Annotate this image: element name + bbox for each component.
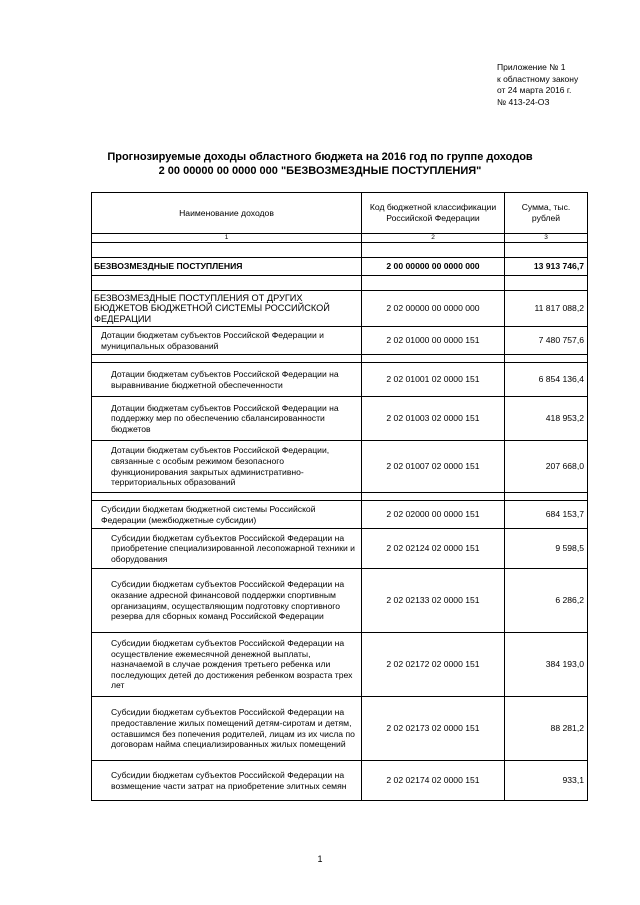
table-row xyxy=(92,397,588,441)
row-name: Субсидии бюджетам субъектов Российской Федерации на приобретение специализированной лесопожарной техники и оборудования xyxy=(92,529,362,569)
column-number: 2 xyxy=(362,234,505,243)
row-name: Дотации бюджетам субъектов Российской Федерации, связанные с особым режимом безопасного функционирования закрытых административно-территориальных образований xyxy=(92,441,362,493)
row-code: 2 02 02124 02 0000 151 xyxy=(362,529,505,569)
column-number: 1 xyxy=(92,234,362,243)
row-name: Субсидии бюджетам бюджетной системы Российской Федерации (межбюджетные субсидии) xyxy=(92,501,362,529)
appendix-note xyxy=(497,62,578,108)
row-code: 2 02 02172 02 0000 151 xyxy=(362,633,505,697)
row-code: 2 02 01001 02 0000 151 xyxy=(362,363,505,397)
table-row xyxy=(92,529,588,569)
row-sum: 933,1 xyxy=(505,761,588,801)
table-row xyxy=(92,501,588,529)
spacer-row xyxy=(92,243,588,258)
row-sum: 11 817 088,2 xyxy=(505,291,588,327)
row-name: Субсидии бюджетам субъектов Российской Федерации на осуществление ежемесячной денежной выплаты, назначаемой в случае рождения третьего ребенка или последующих детей до достижения ребенком возраста трех лет xyxy=(92,633,362,697)
column-number: 3 xyxy=(505,234,588,243)
row-code: 2 02 02133 02 0000 151 xyxy=(362,569,505,633)
table-row xyxy=(92,441,588,493)
row-sum: 6 854 136,4 xyxy=(505,363,588,397)
row-code: 2 02 02000 00 0000 151 xyxy=(362,501,505,529)
revenue-table xyxy=(91,192,588,801)
page-title xyxy=(60,150,580,178)
row-code: 2 02 02173 02 0000 151 xyxy=(362,697,505,761)
row-code: 2 02 01003 02 0000 151 xyxy=(362,397,505,441)
row-name: Дотации бюджетам субъектов Российской Федерации и муниципальных образований xyxy=(92,327,362,355)
row-code: 2 02 01000 00 0000 151 xyxy=(362,327,505,355)
row-name: Дотации бюджетам субъектов Российской Федерации на выравнивание бюджетной обеспеченности xyxy=(92,363,362,397)
appendix-line: от 24 марта 2016 г. xyxy=(497,85,572,95)
table-row xyxy=(92,363,588,397)
spacer-row xyxy=(92,493,588,501)
row-sum: 384 193,0 xyxy=(505,633,588,697)
row-sum: 13 913 746,7 xyxy=(505,258,588,276)
row-name: БЕЗВОЗМЕЗДНЫЕ ПОСТУПЛЕНИЯ ОТ ДРУГИХ БЮДЖЕТОВ БЮДЖЕТНОЙ СИСТЕМЫ РОССИЙСКОЙ ФЕДЕРАЦИИ xyxy=(92,291,362,327)
header-sum: Сумма, тыс. рублей xyxy=(505,193,588,234)
row-sum: 684 153,7 xyxy=(505,501,588,529)
row-sum: 418 953,2 xyxy=(505,397,588,441)
row-sum: 6 286,2 xyxy=(505,569,588,633)
table-row xyxy=(92,569,588,633)
row-code: 2 02 00000 00 0000 000 xyxy=(362,291,505,327)
row-code: 2 02 01007 02 0000 151 xyxy=(362,441,505,493)
spacer-row xyxy=(92,276,588,291)
row-name: Субсидии бюджетам субъектов Российской Федерации на предоставление жилых помещений детям-сиротам и детям, оставшимся без попечения родителей, лицам из их числа по договорам найма специализированных жилых помещений xyxy=(92,697,362,761)
table-row xyxy=(92,258,588,276)
row-sum: 7 480 757,6 xyxy=(505,327,588,355)
table-row xyxy=(92,761,588,801)
spacer-row xyxy=(92,355,588,363)
column-number-row xyxy=(92,234,588,243)
header-name: Наименование доходов xyxy=(92,193,362,234)
table-header-row xyxy=(92,193,588,234)
row-code: 2 02 02174 02 0000 151 xyxy=(362,761,505,801)
row-code: 2 00 00000 00 0000 000 xyxy=(362,258,505,276)
table-row xyxy=(92,633,588,697)
title-line: 2 00 00000 00 0000 000 "БЕЗВОЗМЕЗДНЫЕ ПОСТУПЛЕНИЯ" xyxy=(158,165,482,177)
header-code: Код бюджетной классификации Российской Федерации xyxy=(362,193,505,234)
appendix-line: к областному закону xyxy=(497,73,579,84)
table-row xyxy=(92,697,588,761)
title-line: Прогнозируемые доходы областного бюджета на 2016 год по группе доходов xyxy=(107,151,533,163)
appendix-line: № 413-24-ОЗ xyxy=(497,96,550,107)
table-row xyxy=(92,327,588,355)
row-name: Субсидии бюджетам субъектов Российской Федерации на оказание адресной финансовой поддержки спортивным организациям, осуществляющим подготовку спортивного резерва для сборных команд Российской Федерации xyxy=(92,569,362,633)
table-row xyxy=(92,291,588,327)
row-name: Субсидии бюджетам субъектов Российской Федерации на возмещение части затрат на приобретение элитных семян xyxy=(92,761,362,801)
row-sum: 9 598,5 xyxy=(505,529,588,569)
row-name: БЕЗВОЗМЕЗДНЫЕ ПОСТУПЛЕНИЯ xyxy=(92,258,362,276)
row-sum: 88 281,2 xyxy=(505,697,588,761)
row-sum: 207 668,0 xyxy=(505,441,588,493)
appendix-line: Приложение № 1 xyxy=(497,62,566,72)
row-name: Дотации бюджетам субъектов Российской Федерации на поддержку мер по обеспечению сбалансированности бюджетов xyxy=(92,397,362,441)
page-number: 1 xyxy=(317,854,323,864)
